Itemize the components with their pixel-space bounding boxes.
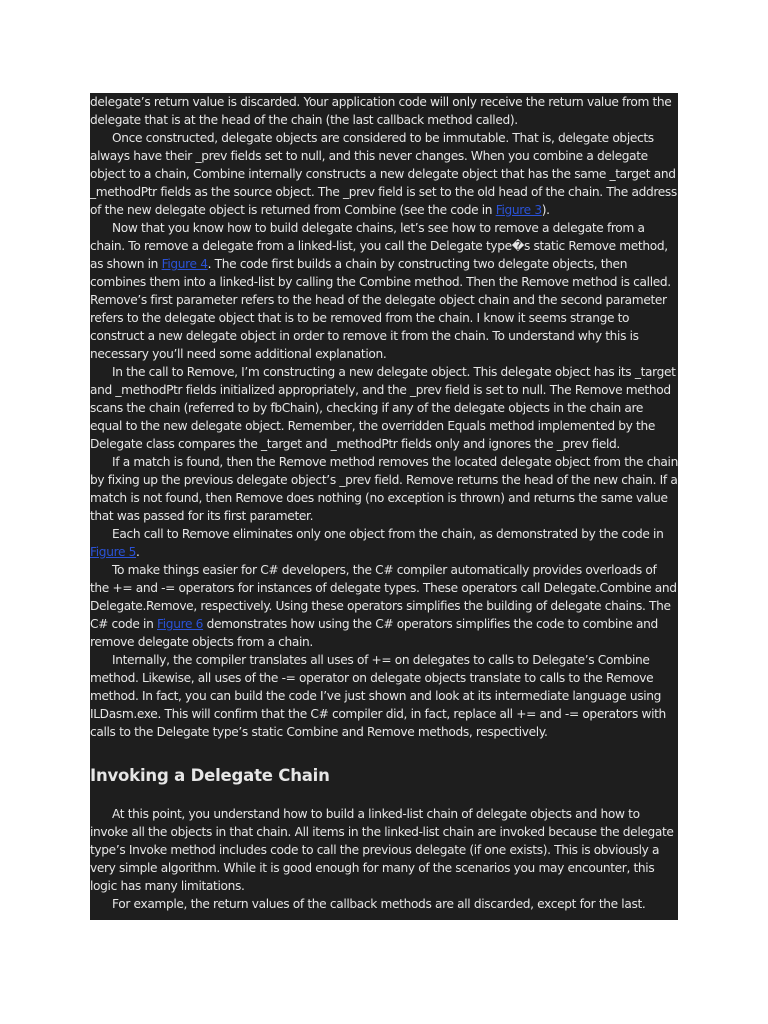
paragraph-text: . The code first builds a chain by constructing two delegate objects, then combines them into a linked-list by calling the Combine method. Then the Remove method is called. Remove’s first parameter refers to the head of the delegate object chain and the second parameter refers to the delegate object that is to be removed from the chain. I know it seems strange to construct a new delegate object in order to remove it from the chain. To understand why this is necessary you’ll need some additional explanation. — [90, 257, 671, 361]
paragraph-immutable — [90, 129, 678, 219]
paragraph-text: For example, the return values of the callback methods are all discarded, except for the last. — [112, 897, 646, 911]
figure-5-link[interactable]: Figure 5 — [90, 545, 137, 559]
figure-4-link[interactable]: Figure 4 — [161, 257, 208, 271]
paragraph-text: . — [136, 545, 140, 559]
paragraph-text: In the call to Remove, I’m constructing a new delegate object. This delegate object has its _target and _methodPtr fields initialized appropriately, and the _prev field is set to null. The Remove method scans the chain (referred to by fbChain), checking if any of the delegate objects in the chain are equal to the new delegate object. Remember, the overridden Equals method implemented by the Delegate class compares the _target and _methodPtr fields only and ignores the _prev field. — [90, 365, 676, 451]
paragraph-csharp-operators — [90, 561, 678, 651]
paragraph-text: Now that you know how to build delegate chains, let’s see how to remove a delegate from a chain. To remove a delegate from a linked-list, you call the Delegate type�s static Remove method, as shown in — [90, 221, 668, 271]
paragraph-remove-delegate — [90, 219, 678, 363]
paragraph-text: demonstrates how using the C# operators simplifies the code to combine and remove delegate objects from a chain. — [90, 617, 658, 649]
paragraph-call-to-remove — [90, 363, 678, 453]
paragraph-text: Each call to Remove eliminates only one object from the chain, as demonstrated by the code in — [112, 527, 664, 541]
paragraph-compiler-translates — [90, 651, 678, 741]
section-heading: Invoking a Delegate Chain — [90, 766, 330, 785]
paragraph-match-found — [90, 453, 678, 525]
paragraph-text: At this point, you understand how to build a linked-list chain of delegate objects and how to invoke all the objects in that chain. All items in the linked-list chain are invoked because the delegate type’s Invoke method includes code to call the previous delegate (if one exists). This is obviously a very simple algorithm. While it is good enough for many of the scenarios you may encounter, this logic has many limitations. — [90, 807, 674, 893]
paragraph-text: Internally, the compiler translates all uses of += on delegates to calls to Delegate’s Combine method. Likewise, all uses of the -= operator on delegate objects translate to calls to the Remove method. In fact, you can build the code I’ve just shown and look at its intermediate language using ILDasm.exe. This will confirm that the C# compiler did, in fact, replace all += and -= operators with calls to the Delegate type’s static Combine and Remove methods, respectively. — [90, 653, 666, 739]
figure-6-link[interactable]: Figure 6 — [157, 617, 204, 631]
paragraph-text: ). — [541, 203, 550, 217]
paragraph-text: If a match is found, then the Remove method removes the located delegate object from the chain by fixing up the previous delegate object’s _prev field. Remove returns the head of the new chain. If a match is not found, then Remove does nothing (no exception is thrown) and returns the same value that was passed for its first parameter. — [90, 455, 678, 523]
paragraph-at-this-point — [90, 805, 678, 895]
figure-3-link[interactable]: Figure 3 — [495, 203, 542, 217]
paragraph-for-example — [90, 895, 678, 913]
paragraph-text: To make things easier for C# developers, the C# compiler automatically provides overloads of the += and -= operators for instances of delegate types. These operators call Delegate.Combine and Delegate.Remove, respectively. Using these operators simplifies the building of delegate chains. The C# code in — [90, 563, 677, 631]
paragraph-return-value — [90, 93, 678, 129]
paragraph-text: Once constructed, delegate objects are considered to be immutable. That is, delegate objects always have their _prev fields set to null, and this never changes. When you combine a delegate object to a chain, Combine internally constructs a new delegate object that has the same _target and _methodPtr fields as the source object. The _prev field is set to the old head of the chain. The address of the new delegate object is returned from Combine (see the code in — [90, 131, 677, 217]
document-page — [90, 93, 678, 920]
paragraph-text: delegate’s return value is discarded. Your application code will only receive the return value from the delegate that is at the head of the chain (the last callback method called). — [90, 95, 672, 127]
paragraph-each-call — [90, 525, 678, 561]
